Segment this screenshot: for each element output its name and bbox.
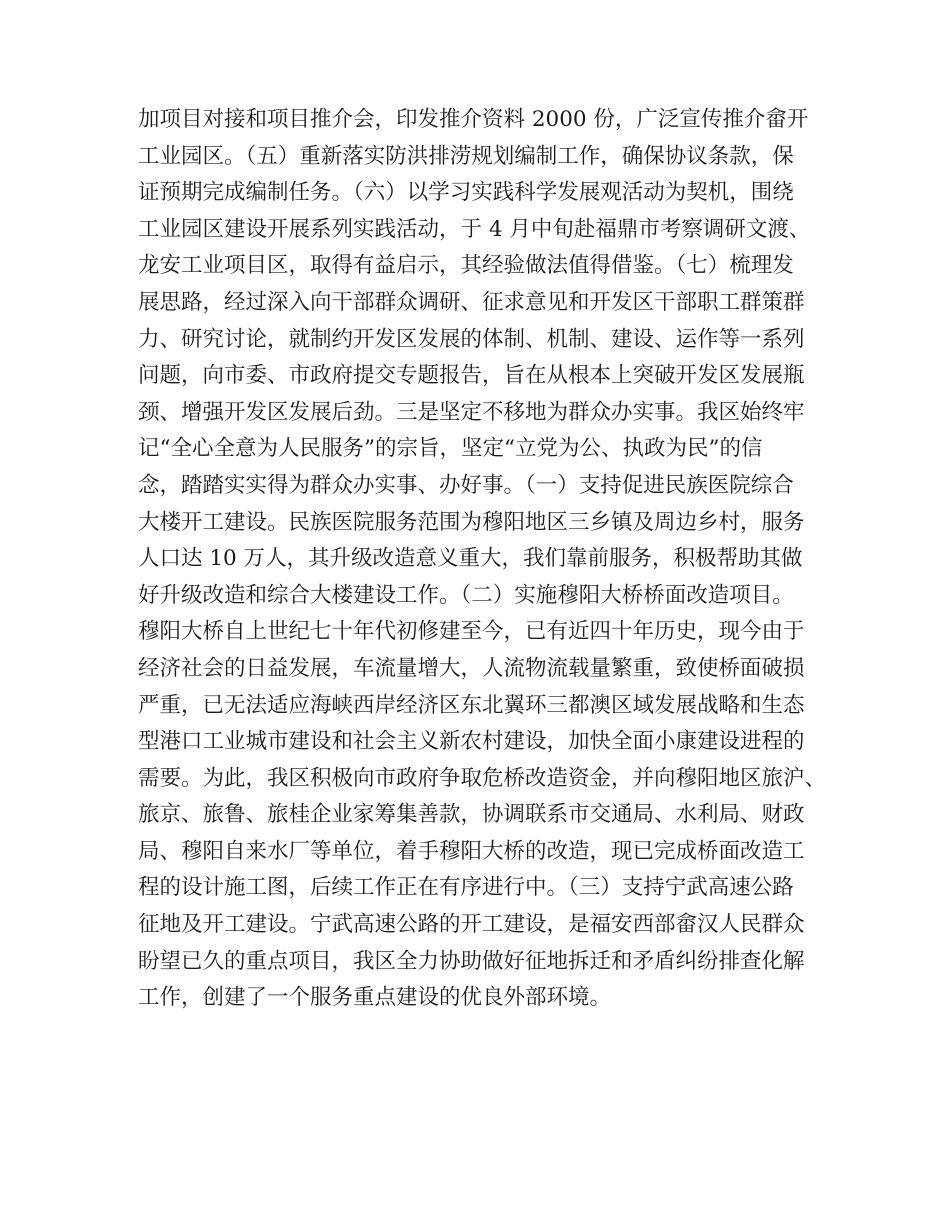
text-line: 念，踏踏实实得为群众办实事、办好事。（一）支持促进民族医院综合 — [138, 472, 794, 498]
text-line: 力、研究讨论，就制约开发区发展的体制、机制、建设、运作等一系列 — [138, 326, 805, 352]
text-line: 颈、增强开发区发展后劲。三是坚定不移地为群众办实事。我区始终牢 — [138, 399, 805, 425]
text-line: 龙安工业项目区，取得有益启示，其经验做法值得借鉴。（七）梳理发 — [138, 253, 794, 279]
text-line: 人口达 10 万人，其升级改造意义重大，我们靠前服务，积极帮助其做 — [138, 546, 803, 572]
text-line: 加项目对接和项目推介会，印发推介资料 2000 份，广泛宣传推介畲开 — [138, 107, 809, 132]
text-line: 工作，创建了一个服务重点建设的优良外部环境。 — [138, 985, 612, 1011]
text-line: 旅京、旅鲁、旅桂企业家筹集善款，协调联系市交通局、水利局、财政 — [138, 802, 805, 828]
text-line: 需要。为此，我区积极向市政府争取危桥改造资金，并向穆阳地区旅沪、 — [138, 765, 827, 791]
text-line: 征地及开工建设。宁武高速公路的开工建设，是福安西部畲汉人民群众 — [138, 912, 805, 938]
body-paragraph — [138, 102, 827, 1017]
text-line: 穆阳大桥自上世纪七十年代初修建至今，已有近四十年历史，现今由于 — [138, 619, 805, 645]
text-line: 局、穆阳自来水厂等单位，着手穆阳大桥的改造，现已完成桥面改造工 — [138, 838, 805, 864]
text-line: 严重，已无法适应海峡西岸经济区东北翼环三都澳区域发展战略和生态 — [138, 692, 805, 718]
text-line: 型港口工业城市建设和社会主义新农村建设，加快全面小康建设进程的 — [138, 729, 805, 755]
text-line: 记“全心全意为人民服务”的宗旨，坚定“立党为公、执政为民”的信 — [138, 436, 763, 462]
text-line: 盼望已久的重点项目，我区全力协助做好征地拆迁和矛盾纠纷排查化解 — [138, 948, 805, 974]
text-line: 证预期完成编制任务。（六）以学习实践科学发展观活动为契机，围绕 — [138, 180, 794, 206]
text-line: 工业园区。（五）重新落实防洪排涝规划编制工作，确保协议条款，保 — [138, 143, 794, 169]
text-line: 大楼开工建设。民族医院服务范围为穆阳地区三乡镇及周边乡村，服务 — [138, 509, 805, 535]
text-line: 展思路，经过深入向干部群众调研、征求意见和开发区干部职工群策群 — [138, 289, 805, 315]
text-line: 经济社会的日益发展，车流量增大，人流物流载量繁重，致使桥面破损 — [138, 655, 805, 681]
text-line: 程的设计施工图，后续工作正在有序进行中。（三）支持宁武高速公路 — [138, 875, 794, 901]
text-line: 好升级改造和综合大楼建设工作。（二）实施穆阳大桥桥面改造项目。 — [138, 582, 794, 608]
text-line: 工业园区建设开展系列实践活动，于 4 月中旬赴福鼎市考察调研文渡、 — [138, 216, 811, 242]
text-line: 问题，向市委、市政府提交专题报告，旨在从根本上突破开发区发展瓶 — [138, 363, 805, 389]
